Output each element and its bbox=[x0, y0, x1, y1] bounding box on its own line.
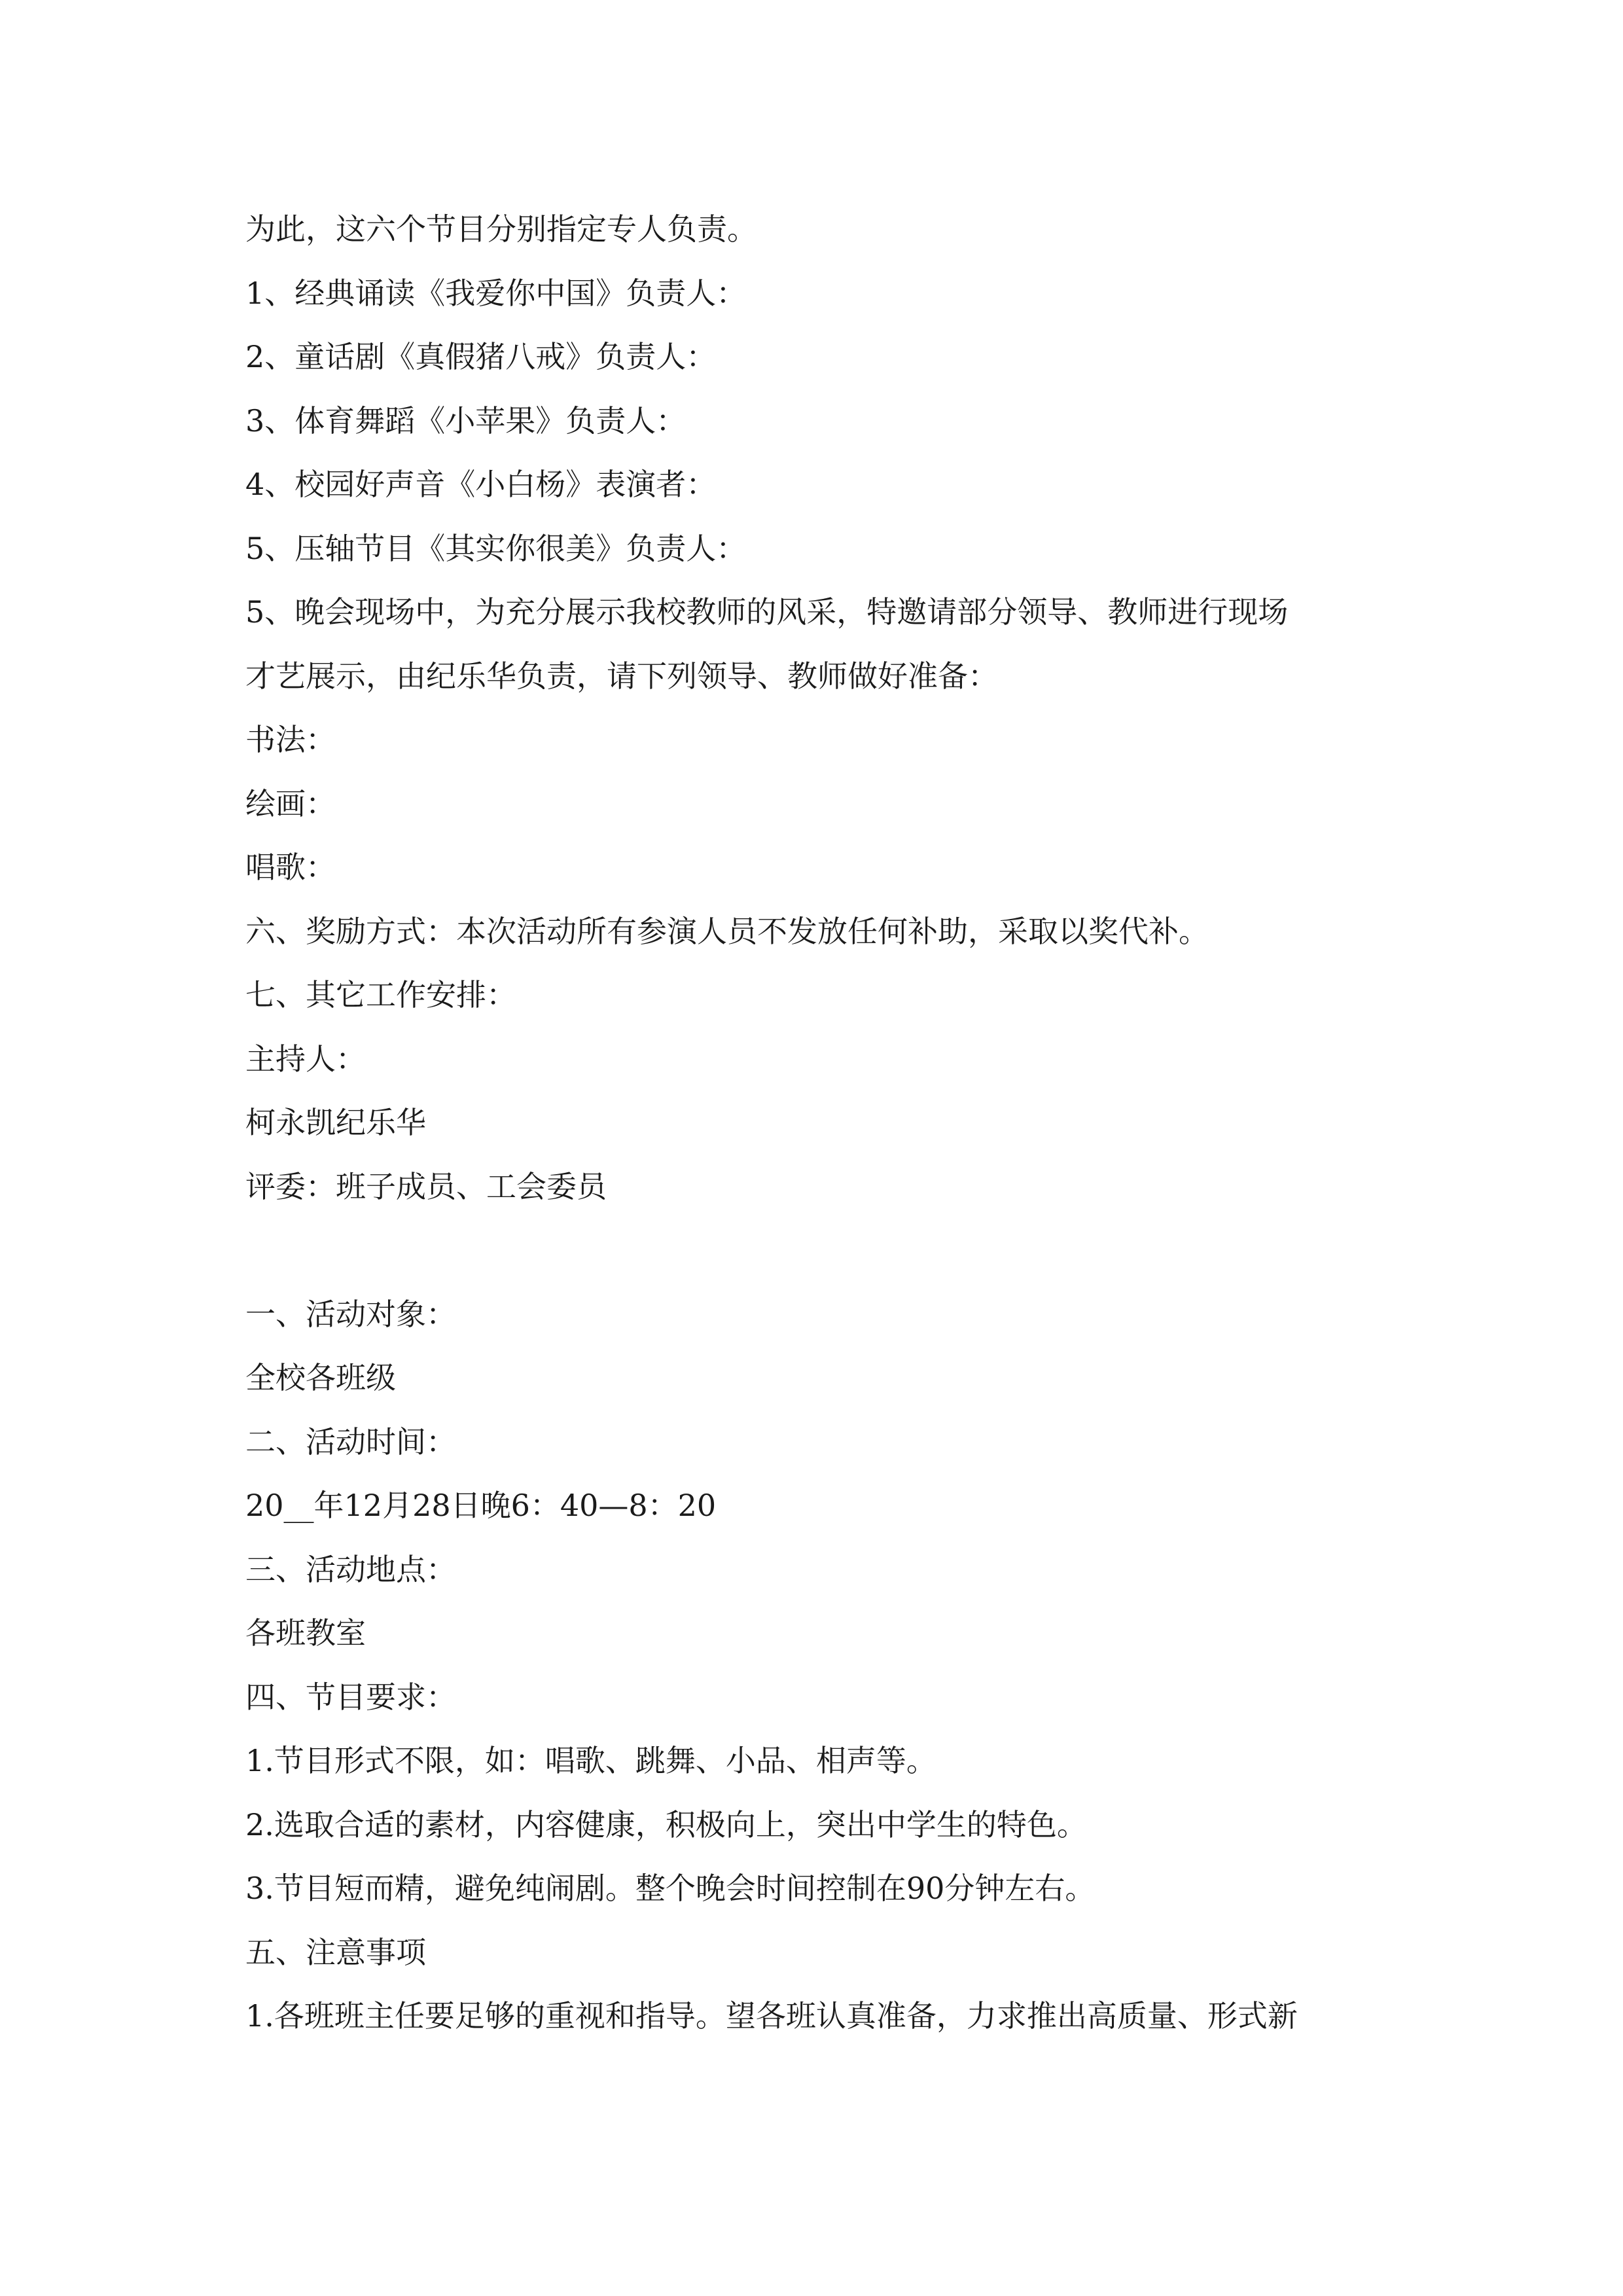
text-line: 3、体育舞蹈《小苹果》负责人： bbox=[245, 403, 687, 439]
section-gap bbox=[245, 1219, 1384, 1283]
text-line: 二、活动时间： bbox=[245, 1424, 456, 1460]
text-line: 七、其它工作安排： bbox=[245, 977, 516, 1013]
text-line: 1.各班班主任要足够的重视和指导。望各班认真准备，力求推出高质量、形式新 bbox=[245, 1998, 1298, 2034]
text-line: 5、晚会现场中，为充分展示我校教师的风采，特邀请部分领导、教师进行现场 bbox=[245, 594, 1289, 630]
text-line: 书法： bbox=[245, 722, 336, 757]
text-line: 唱歌： bbox=[245, 850, 336, 885]
text-line: 评委：班子成员、工会委员 bbox=[245, 1168, 607, 1204]
text-line: 1.节目形式不限，如：唱歌、跳舞、小品、相声等。 bbox=[245, 1743, 936, 1778]
text-line: 2.选取合适的素材，内容健康，积极向上，突出中学生的特色。 bbox=[245, 1806, 1087, 1842]
text-line: 柯永凯纪乐华 bbox=[245, 1105, 426, 1140]
text-line: 五、注意事项 bbox=[245, 1934, 426, 1970]
text-line: 才艺展示，由纪乐华负责，请下列领导、教师做好准备： bbox=[245, 658, 998, 694]
text-line: 主持人： bbox=[245, 1041, 366, 1077]
text-line: 3.节目短而精，避免纯闹剧。整个晚会时间控制在90分钟左右。 bbox=[245, 1871, 1096, 1906]
text-line: 为此，这六个节目分别指定专人负责。 bbox=[245, 211, 757, 247]
text-line: 绘画： bbox=[245, 785, 336, 821]
text-line: 20__年12月28日晚6：40—8：20 bbox=[245, 1488, 717, 1523]
text-line: 六、奖励方式：本次活动所有参演人员不发放任何补助，采取以奖代补。 bbox=[245, 913, 1209, 949]
text-line: 4、校园好声音《小白杨》表演者： bbox=[245, 467, 717, 502]
text-line: 四、节目要求： bbox=[245, 1679, 456, 1715]
text-line: 5、压轴节目《其实你很美》负责人： bbox=[245, 530, 747, 566]
text-line: 一、活动对象： bbox=[245, 1296, 456, 1332]
document-body bbox=[245, 198, 1384, 2049]
text-line: 全校各班级 bbox=[245, 1360, 396, 1395]
text-line: 2、童话剧《真假猪八戒》负责人： bbox=[245, 339, 717, 374]
text-line: 1、经典诵读《我爱你中国》负责人： bbox=[245, 275, 747, 311]
text-line: 三、活动地点： bbox=[245, 1551, 456, 1587]
text-line: 各班教室 bbox=[245, 1615, 366, 1651]
